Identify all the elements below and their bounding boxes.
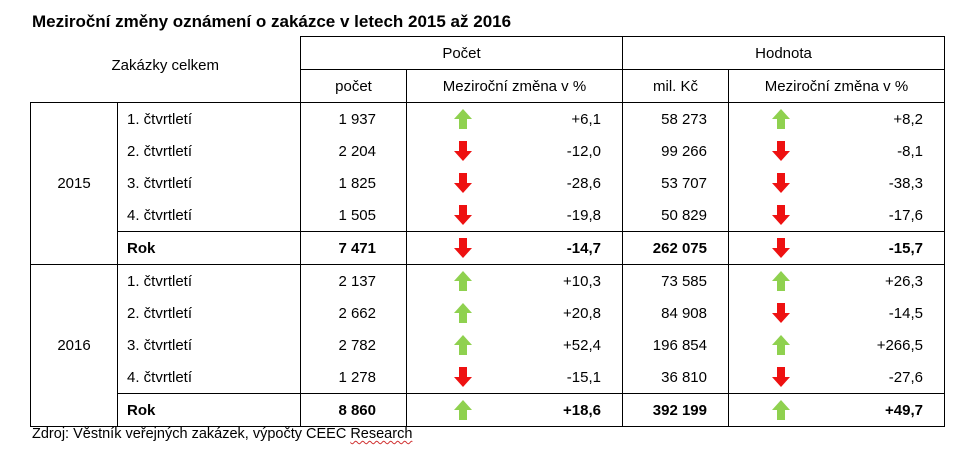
row-label: 3. čtvrtletí (118, 329, 301, 361)
header-count: počet (301, 70, 407, 103)
value-amount: 50 829 (623, 199, 729, 232)
value-change-cell (729, 394, 945, 427)
red-down-arrow-icon (453, 366, 473, 388)
value-change-value: -17,6 (888, 206, 923, 224)
count-change-value: +18,6 (563, 401, 601, 419)
table-row (31, 265, 945, 298)
value-change-cell (729, 361, 945, 394)
row-label: 1. čtvrtletí (118, 265, 301, 298)
count-change-cell (407, 232, 623, 265)
table-row (31, 329, 945, 361)
row-label: Rok (118, 232, 301, 265)
value-change-cell (729, 103, 945, 136)
red-down-arrow-icon (453, 204, 473, 226)
row-label: 1. čtvrtletí (118, 103, 301, 136)
count-change-cell (407, 329, 623, 361)
source-research: Research (350, 426, 413, 442)
row-label: Rok (118, 394, 301, 427)
value-change-value: +26,3 (885, 272, 923, 290)
row-label: 2. čtvrtletí (118, 135, 301, 167)
value-amount: 73 585 (623, 265, 729, 298)
red-down-arrow-icon (453, 172, 473, 194)
count-value: 1 937 (301, 103, 407, 136)
count-change-value: -14,7 (566, 239, 601, 257)
header-group-value: Hodnota (623, 37, 945, 70)
count-value: 1 278 (301, 361, 407, 394)
count-change-cell (407, 265, 623, 298)
count-change-cell (407, 103, 623, 136)
row-label: 3. čtvrtletí (118, 167, 301, 199)
data-table (30, 36, 945, 427)
table-row (31, 297, 945, 329)
count-value: 2 204 (301, 135, 407, 167)
year-cell: 2015 (31, 103, 118, 265)
count-value: 1 825 (301, 167, 407, 199)
value-change-value: -38,3 (888, 174, 923, 192)
row-label: 4. čtvrtletí (118, 199, 301, 232)
value-amount: 53 707 (623, 167, 729, 199)
red-down-arrow-icon (453, 237, 473, 259)
count-value: 1 505 (301, 199, 407, 232)
header-value-change: Meziroční změna v % (729, 70, 945, 103)
value-change-value: -8,1 (897, 142, 923, 160)
red-down-arrow-icon (771, 140, 791, 162)
table-row (31, 167, 945, 199)
green-up-arrow-icon (453, 108, 473, 130)
header-value: mil. Kč (623, 70, 729, 103)
table-row (31, 135, 945, 167)
value-amount: 196 854 (623, 329, 729, 361)
count-change-value: -12,0 (566, 142, 601, 160)
value-change-value: +49,7 (885, 401, 923, 419)
count-change-cell (407, 167, 623, 199)
count-value: 2 662 (301, 297, 407, 329)
header-group-count: Počet (301, 37, 623, 70)
green-up-arrow-icon (771, 399, 791, 421)
row-label: 4. čtvrtletí (118, 361, 301, 394)
source-note (32, 426, 412, 442)
source-text: Zdroj: Věstník veřejných zakázek, výpočty CEEC (32, 426, 351, 442)
red-down-arrow-icon (771, 204, 791, 226)
row-label: 2. čtvrtletí (118, 297, 301, 329)
red-down-arrow-icon (771, 302, 791, 324)
year-cell: 2016 (31, 265, 118, 427)
green-up-arrow-icon (453, 270, 473, 292)
page-title: Meziroční změny oznámení o zakázce v letech 2015 až 2016 (32, 12, 512, 31)
value-change-cell (729, 232, 945, 265)
value-amount: 99 266 (623, 135, 729, 167)
count-value: 2 137 (301, 265, 407, 298)
value-amount: 58 273 (623, 103, 729, 136)
green-up-arrow-icon (771, 334, 791, 356)
value-change-cell (729, 135, 945, 167)
value-amount: 84 908 (623, 297, 729, 329)
count-change-cell (407, 297, 623, 329)
header-corner: Zakázky celkem (111, 56, 220, 74)
count-change-value: -15,1 (566, 368, 601, 386)
count-change-value: +52,4 (563, 336, 601, 354)
count-change-cell (407, 394, 623, 427)
count-change-value: -19,8 (566, 206, 601, 224)
red-down-arrow-icon (771, 237, 791, 259)
value-change-cell (729, 265, 945, 298)
table-row (31, 394, 945, 427)
count-change-cell (407, 361, 623, 394)
value-amount: 392 199 (623, 394, 729, 427)
header-count-change: Meziroční změna v % (407, 70, 623, 103)
value-change-value: +8,2 (893, 110, 923, 128)
table-body (31, 103, 945, 427)
value-change-cell (729, 329, 945, 361)
table-row (31, 361, 945, 394)
value-change-cell (729, 297, 945, 329)
red-down-arrow-icon (771, 366, 791, 388)
table-row (31, 103, 945, 136)
count-change-value: +20,8 (563, 304, 601, 322)
count-value: 7 471 (301, 232, 407, 265)
count-change-value: -28,6 (566, 174, 601, 192)
value-change-value: -15,7 (888, 239, 923, 257)
value-change-value: +266,5 (876, 336, 923, 354)
count-change-value: +6,1 (571, 110, 601, 128)
value-amount: 262 075 (623, 232, 729, 265)
green-up-arrow-icon (453, 334, 473, 356)
table-row (31, 199, 945, 232)
table-row (31, 232, 945, 265)
red-down-arrow-icon (771, 172, 791, 194)
count-change-value: +10,3 (563, 272, 601, 290)
value-amount: 36 810 (623, 361, 729, 394)
red-down-arrow-icon (453, 140, 473, 162)
count-change-cell (407, 199, 623, 232)
value-change-value: -14,5 (888, 304, 923, 322)
value-change-cell (729, 167, 945, 199)
green-up-arrow-icon (771, 270, 791, 292)
count-change-cell (407, 135, 623, 167)
green-up-arrow-icon (453, 399, 473, 421)
count-value: 8 860 (301, 394, 407, 427)
count-value: 2 782 (301, 329, 407, 361)
value-change-value: -27,6 (888, 368, 923, 386)
green-up-arrow-icon (771, 108, 791, 130)
value-change-cell (729, 199, 945, 232)
green-up-arrow-icon (453, 302, 473, 324)
